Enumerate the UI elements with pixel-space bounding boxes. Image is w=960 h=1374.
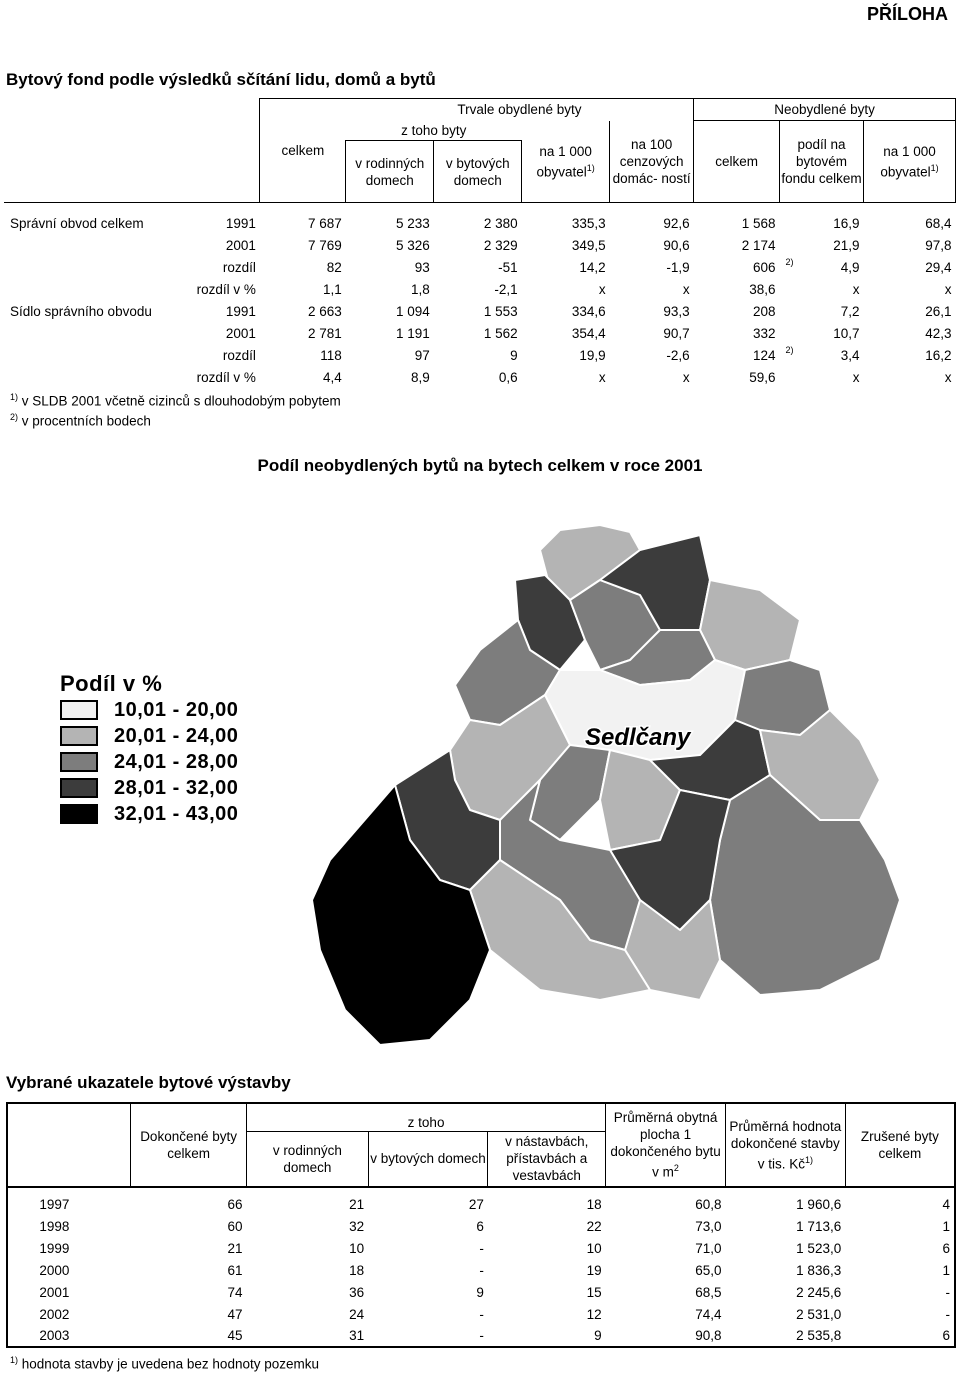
table2-title: Vybrané ukazatele bytové výstavby bbox=[6, 1073, 291, 1092]
construction-table bbox=[6, 1102, 956, 1348]
header-of-which: z toho byty bbox=[346, 121, 522, 141]
legend-item bbox=[60, 749, 238, 775]
table-cell: 97,8 bbox=[925, 238, 952, 253]
map-region bbox=[710, 775, 900, 995]
table-row bbox=[4, 367, 956, 389]
table-cell: 10 bbox=[349, 1240, 365, 1256]
col-apartment-buildings: v bytových domech bbox=[434, 141, 522, 203]
table-cell: 71,0 bbox=[695, 1240, 722, 1256]
map-legend bbox=[60, 697, 238, 827]
col-demolished: Zrušené byty celkem bbox=[860, 1129, 939, 1161]
table-cell: 7 687 bbox=[308, 216, 342, 231]
col-completed: Dokončené byty celkem bbox=[131, 1103, 247, 1187]
legend-swatch bbox=[60, 778, 98, 798]
col-unocc-total: celkem bbox=[694, 121, 780, 203]
table-cell: 8,9 bbox=[410, 370, 430, 385]
city-label: Sedlčany bbox=[585, 724, 691, 751]
header-of-which: z toho bbox=[246, 1103, 605, 1131]
table-cell: 21 bbox=[227, 1240, 243, 1256]
col-apartment: v bytových domech bbox=[368, 1131, 488, 1187]
table-cell: 2 535,8 bbox=[796, 1328, 842, 1343]
table-cell: 24 bbox=[349, 1306, 365, 1322]
table-cell: 29,4 bbox=[925, 260, 952, 275]
table-cell: 4,4 bbox=[323, 370, 342, 385]
table-cell: 2 380 bbox=[483, 216, 518, 231]
table-row bbox=[4, 345, 956, 367]
table-cell: 2 531,0 bbox=[796, 1306, 842, 1322]
table-cell: x bbox=[852, 370, 860, 385]
table-cell: 9 bbox=[594, 1328, 602, 1343]
table-cell: 26,1 bbox=[925, 304, 952, 319]
table-cell: -2,1 bbox=[494, 282, 518, 297]
table-cell: 31 bbox=[349, 1328, 365, 1343]
col-share: podíl na bytovém fondu celkem bbox=[780, 121, 864, 203]
table-row bbox=[4, 235, 956, 257]
row-year: 1998 bbox=[39, 1218, 70, 1234]
row-region bbox=[4, 345, 176, 367]
row-label: rozdíl bbox=[222, 260, 256, 275]
table-cell: 6 bbox=[942, 1328, 950, 1343]
map-title: Podíl neobydlených bytů na bytech celkem v roce 2001 bbox=[257, 456, 703, 475]
table-cell: 1 568 bbox=[741, 216, 776, 231]
row-label: rozdíl bbox=[222, 348, 256, 363]
table-cell: 27 bbox=[468, 1196, 484, 1212]
table-cell: x bbox=[944, 370, 952, 385]
table-cell: 16,9 bbox=[833, 216, 860, 231]
table-cell: 90,6 bbox=[663, 238, 690, 253]
map-region bbox=[700, 580, 800, 670]
legend-swatch bbox=[60, 700, 98, 720]
table-row bbox=[4, 323, 956, 345]
table-cell: 38,6 bbox=[749, 282, 776, 297]
table-row bbox=[7, 1193, 955, 1215]
table-cell: 2 781 bbox=[308, 326, 342, 341]
table-cell: 61 bbox=[227, 1262, 243, 1278]
row-year: 1997 bbox=[39, 1196, 70, 1212]
table-cell: 1,1 bbox=[323, 282, 342, 297]
table-cell: 90,8 bbox=[695, 1328, 722, 1343]
row-region: Sídlo správního obvodu bbox=[10, 304, 152, 319]
group-occupied: Trvale obydlené byty bbox=[346, 99, 694, 121]
table-row bbox=[4, 301, 956, 323]
table-cell: 14,2 bbox=[579, 260, 606, 275]
table-cell: 47 bbox=[227, 1306, 243, 1322]
page-tag: PŘÍLOHA bbox=[867, 4, 948, 24]
table-cell: 92,6 bbox=[663, 216, 690, 231]
table-row bbox=[7, 1215, 955, 1237]
table-cell: 6 bbox=[942, 1240, 950, 1256]
table-cell: 7,2 bbox=[840, 304, 860, 319]
table-cell: 21 bbox=[349, 1196, 365, 1212]
table-cell: 7 769 bbox=[308, 238, 342, 253]
row-region bbox=[4, 279, 176, 301]
col-family: v rodinných domech bbox=[246, 1131, 368, 1187]
table-cell: 73,0 bbox=[695, 1218, 722, 1234]
col-family-houses: v rodinných domech bbox=[346, 141, 434, 203]
legend-item bbox=[60, 723, 238, 749]
footnote-mark: 2) bbox=[785, 344, 794, 355]
table-cell: 1 523,0 bbox=[796, 1240, 842, 1256]
table-cell: x bbox=[682, 370, 690, 385]
table-cell: 2) 3,4 bbox=[785, 344, 860, 363]
table-cell: -2,6 bbox=[666, 348, 690, 363]
table-row bbox=[7, 1237, 955, 1259]
table-row bbox=[7, 1259, 955, 1281]
table2-note: $^{1)}$ hodnota stavby je uvedena bez hodnoty pozemku bbox=[10, 1355, 319, 1372]
table-cell: 22 bbox=[586, 1218, 602, 1234]
col-avg-value: Průměrná hodnota dokončené stavby v tis. $Kč^{1)}$ bbox=[725, 1103, 845, 1187]
table-cell: -51 bbox=[498, 260, 518, 275]
table-cell: - bbox=[945, 1284, 950, 1300]
row-year: 2000 bbox=[39, 1262, 70, 1278]
row-year: 1999 bbox=[39, 1240, 70, 1256]
table-row bbox=[4, 279, 956, 301]
table-cell: 90,7 bbox=[663, 326, 690, 341]
table-cell: 1 713,6 bbox=[796, 1218, 842, 1234]
table-cell: 0,6 bbox=[498, 370, 518, 385]
row-region: Správní obvod celkem bbox=[10, 216, 144, 231]
legend-item bbox=[60, 801, 238, 827]
table-cell: 16,2 bbox=[925, 348, 952, 363]
col-unocc-per-1000: na 1 000 obyvatel$^{1)}$ bbox=[863, 121, 955, 203]
table-cell: 1 bbox=[942, 1218, 950, 1234]
table-cell: 15 bbox=[586, 1284, 602, 1300]
table-cell: 32 bbox=[349, 1218, 365, 1234]
table-cell: 4 bbox=[942, 1196, 950, 1212]
legend-label: 20,01 - 24,00 bbox=[114, 724, 239, 747]
table-cell: 68,5 bbox=[695, 1284, 722, 1300]
table-cell: 349,5 bbox=[571, 238, 606, 253]
col-per-100: na 100 cenzových domác- ností bbox=[610, 121, 694, 203]
legend-label: 28,01 - 32,00 bbox=[114, 776, 239, 799]
table-cell: 1 562 bbox=[483, 326, 518, 341]
row-label: 1991 bbox=[225, 304, 256, 319]
table-cell: 93,3 bbox=[663, 304, 690, 319]
table-row bbox=[4, 213, 956, 235]
row-region bbox=[4, 367, 176, 389]
table-cell: 6 bbox=[476, 1218, 484, 1234]
table-cell: 10 bbox=[586, 1240, 602, 1256]
legend-title: Podíl v % bbox=[60, 671, 163, 696]
table-cell: 1 553 bbox=[483, 304, 518, 319]
table-row bbox=[4, 257, 956, 279]
table-cell: 59,6 bbox=[749, 370, 776, 385]
table-cell: 21,9 bbox=[833, 238, 860, 253]
row-year: 2001 bbox=[39, 1284, 70, 1300]
table-cell: 12 bbox=[586, 1306, 602, 1322]
row-label: rozdíl v % bbox=[196, 282, 256, 297]
table-cell: 45 bbox=[227, 1328, 243, 1343]
row-year: 2002 bbox=[39, 1306, 70, 1322]
table-cell: 118 bbox=[320, 348, 342, 363]
col-per-1000: na 1 000 obyvatel$^{1)}$ bbox=[522, 121, 610, 203]
table-cell: 2 174 bbox=[741, 238, 776, 253]
legend-label: 32,01 - 43,00 bbox=[114, 802, 239, 825]
table-cell: 10,7 bbox=[833, 326, 860, 341]
row-label: rozdíl v % bbox=[196, 370, 256, 385]
footnote-mark: 2) bbox=[785, 256, 794, 267]
row-label: 2001 bbox=[225, 238, 256, 253]
legend-item bbox=[60, 697, 238, 723]
legend-swatch bbox=[60, 726, 98, 746]
table-cell: 66 bbox=[227, 1196, 243, 1212]
table-cell: 5 326 bbox=[395, 238, 430, 253]
legend-label: 24,01 - 28,00 bbox=[114, 750, 239, 773]
table-cell: 9 bbox=[510, 348, 518, 363]
table1-title: Bytový fond podle výsledků sčítání lidu, domů a bytů bbox=[6, 70, 436, 89]
table-cell: 1 836,3 bbox=[796, 1262, 842, 1278]
table-cell: 1 191 bbox=[395, 326, 430, 341]
table-cell: 60 bbox=[227, 1218, 243, 1234]
legend-swatch bbox=[60, 804, 98, 824]
table1-note-2: $^{2)}$ v procentních bodech bbox=[10, 412, 151, 429]
table-cell: 36 bbox=[349, 1284, 365, 1300]
table-cell: 74,4 bbox=[695, 1306, 722, 1322]
table-cell: 5 233 bbox=[395, 216, 430, 231]
table-cell: 1 960,6 bbox=[796, 1196, 842, 1212]
col-extensions: v nástavbách, přístavbách a vestavbách bbox=[488, 1131, 606, 1187]
housing-stock-table bbox=[4, 98, 956, 389]
table-cell: - bbox=[479, 1328, 484, 1343]
table-cell: 2 245,6 bbox=[796, 1284, 842, 1300]
table-cell: 42,3 bbox=[925, 326, 952, 341]
table-row bbox=[7, 1303, 955, 1325]
row-region bbox=[4, 257, 176, 279]
col-total: celkem bbox=[260, 99, 346, 203]
table-cell: 2 329 bbox=[483, 238, 518, 253]
row-label: 1991 bbox=[225, 216, 256, 231]
table-row bbox=[7, 1325, 955, 1347]
table-cell: - bbox=[479, 1262, 484, 1278]
table-cell: 334,6 bbox=[571, 304, 606, 319]
row-year: 2003 bbox=[39, 1328, 70, 1343]
table-cell: 2) 4,9 bbox=[785, 256, 860, 275]
table-cell: 354,4 bbox=[571, 326, 606, 341]
table-cell: 1,8 bbox=[410, 282, 430, 297]
table-cell: 208 bbox=[753, 304, 776, 319]
col-avg-area: Průměrná obytná plocha 1 dokončeného bytu v $m^2$ bbox=[606, 1103, 726, 1187]
table-cell: 68,4 bbox=[925, 216, 952, 231]
table-cell: 60,8 bbox=[695, 1196, 722, 1212]
table-cell: 19 bbox=[586, 1262, 602, 1278]
table1-note-1: $^{1)}$ v SLDB 2001 včetně cizinců s dlouhodobým pobytem bbox=[10, 392, 341, 409]
table-row bbox=[7, 1281, 955, 1303]
table-cell: 1 bbox=[942, 1262, 950, 1278]
table-cell: 1 094 bbox=[395, 304, 430, 319]
table-cell: 2 663 bbox=[308, 304, 342, 319]
legend-label: 10,01 - 20,00 bbox=[114, 698, 239, 721]
table-cell: 9 bbox=[476, 1284, 484, 1300]
table-cell: 82 bbox=[326, 260, 342, 275]
table-cell: x bbox=[682, 282, 690, 297]
table-cell: 124 bbox=[753, 348, 776, 363]
table-cell: -1,9 bbox=[666, 260, 690, 275]
table-cell: x bbox=[598, 282, 606, 297]
row-region bbox=[4, 235, 176, 257]
legend-swatch bbox=[60, 752, 98, 772]
row-label: 2001 bbox=[225, 326, 256, 341]
row-region bbox=[4, 323, 176, 345]
table-cell: x bbox=[944, 282, 952, 297]
table-cell: 335,3 bbox=[571, 216, 606, 231]
table-cell: 18 bbox=[586, 1196, 602, 1212]
table-cell: - bbox=[479, 1306, 484, 1322]
table-cell: 18 bbox=[349, 1262, 365, 1278]
table-cell: 332 bbox=[753, 326, 776, 341]
legend-item bbox=[60, 775, 238, 801]
table-cell: 74 bbox=[227, 1284, 243, 1300]
table-cell: 19,9 bbox=[579, 348, 606, 363]
table-cell: - bbox=[945, 1306, 950, 1322]
table-cell: x bbox=[852, 282, 860, 297]
table-cell: - bbox=[479, 1240, 484, 1256]
table-cell: 97 bbox=[414, 348, 430, 363]
table-cell: 93 bbox=[414, 260, 430, 275]
group-unoccupied: Neobydlené byty bbox=[694, 99, 956, 121]
table-cell: 65,0 bbox=[695, 1262, 722, 1278]
table-cell: 606 bbox=[753, 260, 776, 275]
table-cell: x bbox=[598, 370, 606, 385]
